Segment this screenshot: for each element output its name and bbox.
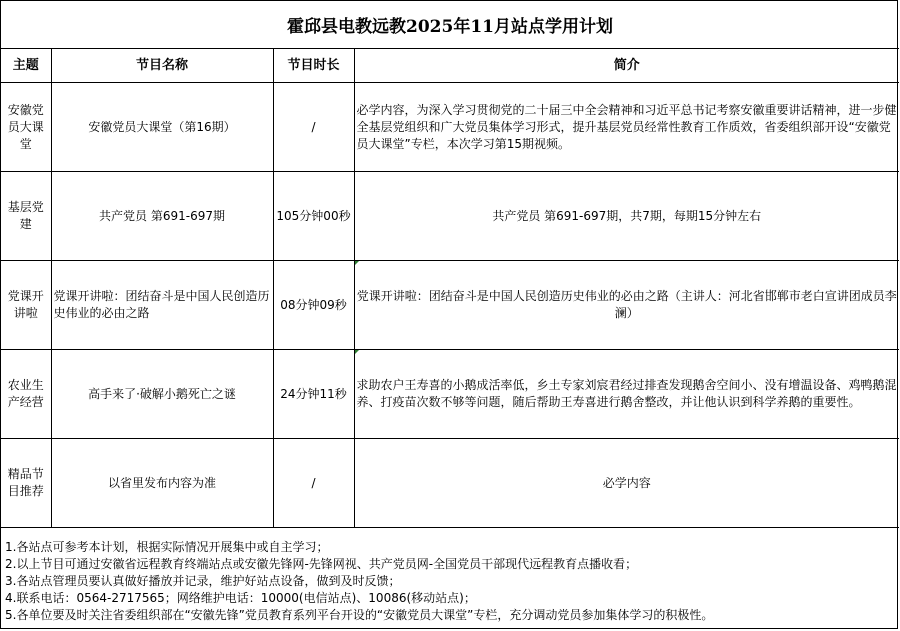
topic-cell: 精品节目推荐: [1, 439, 51, 528]
topic-cell: 基层党建: [1, 172, 51, 261]
table-row: [1, 350, 899, 439]
column-header-program: 节目名称: [51, 48, 273, 83]
duration-cell: /: [273, 83, 354, 172]
table-row: [1, 172, 899, 261]
intro-cell: 必学内容: [354, 439, 899, 528]
note-line: 4.联系电话：0564-2717565；网络维护电话：10000(电信站点)、10086(移动站点)；: [5, 591, 476, 605]
notes-section: [5, 539, 895, 624]
column-header-intro: 简介: [354, 48, 899, 83]
program-cell: 以省里发布内容为准: [51, 439, 273, 528]
program-cell: 安徽党员大课堂（第16期）: [51, 83, 273, 172]
intro-cell: 求助农户王寿喜的小鹅成活率低，乡土专家刘宸君经过排查发现鹅舍空间小、没有增温设备、鸡鸭鹅混养、打疫苗次数不够等问题，随后帮助王寿喜进行鹅舍整改，并让他认识到科学养鹅的重要性。: [354, 350, 899, 439]
intro-cell: 共产党员 第691-697期，共7期，每期15分钟左右: [354, 172, 899, 261]
program-cell: 高手来了·破解小鹅死亡之谜: [51, 350, 273, 439]
topic-cell: 安徽党员大课堂: [1, 83, 51, 172]
intro-cell: 党课开讲啦：团结奋斗是中国人民创造历史伟业的必由之路（主讲人：河北省邯郸市老白宣讲团成员李澜）: [354, 261, 899, 350]
column-header-topic: 主题: [1, 48, 51, 83]
document-title: 霍邱县电教远教2025年11月站点学用计划: [1, 1, 899, 49]
topic-cell: 党课开讲啦: [1, 261, 51, 350]
program-cell: 党课开讲啦：团结奋斗是中国人民创造历史伟业的必由之路: [51, 261, 273, 350]
column-header-duration: 节目时长: [273, 48, 354, 83]
table-row: [1, 261, 899, 350]
table-row: [1, 83, 899, 172]
program-cell: 共产党员 第691-697期: [51, 172, 273, 261]
duration-cell: 24分钟11秒: [273, 350, 354, 439]
table-row: [1, 439, 899, 528]
duration-cell: 105分钟00秒: [273, 172, 354, 261]
intro-cell: 必学内容，为深入学习贯彻党的二十届三中全会精神和习近平总书记考察安徽重要讲话精神，进一步健全基层党组织和广大党员集体学习形式，提升基层党员经常性教育工作质效，省委组织部开设“安徽党员大课堂”专栏，本次学习第15期视频。: [354, 83, 899, 172]
note-line: 5.各单位要及时关注省委组织部在“安徽先锋”党员教育系列平台开设的“安徽党员大课堂”专栏，充分调动党员参加集体学习的积极性。: [5, 608, 714, 622]
duration-cell: /: [273, 439, 354, 528]
note-line: 2.以上节目可通过安徽省远程教育终端站点或安徽先锋网-先锋网视、共产党员网-全国党员干部现代远程教育点播收看；: [5, 557, 638, 571]
table-header-row: [1, 48, 899, 83]
duration-cell: 08分钟09秒: [273, 261, 354, 350]
note-line: 3.各站点管理员要认真做好播放并记录，维护好站点设备，做到及时反馈；: [5, 574, 401, 588]
note-line: 1.各站点可参考本计划，根据实际情况开展集中或自主学习；: [5, 540, 329, 554]
topic-cell: 农业生产经营: [1, 350, 51, 439]
plan-table: [1, 48, 899, 528]
